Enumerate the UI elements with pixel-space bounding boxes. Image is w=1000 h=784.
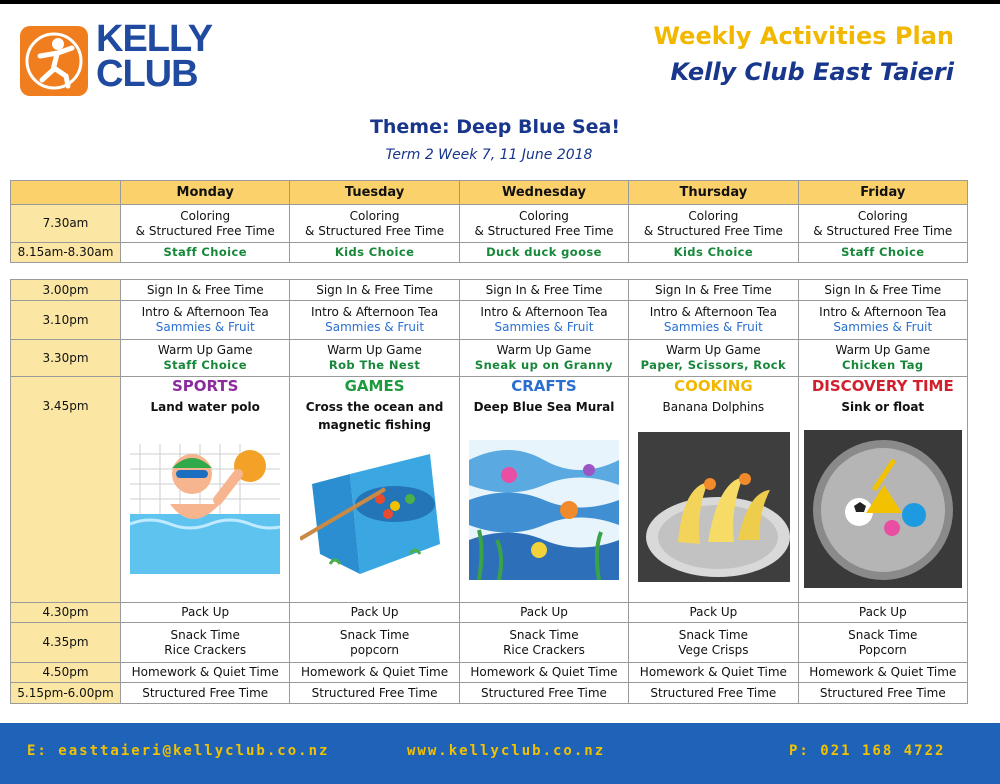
activity-cell: Intro & Afternoon Tea Sammies & Fruit — [629, 301, 798, 340]
swimmer-illustration — [130, 444, 280, 594]
activity-cell: Warm Up Game Sneak up on Granny — [459, 340, 628, 377]
activity-cell: Sign In & Free Time — [121, 280, 290, 301]
activity-cell: Intro & Afternoon Tea Sammies & Fruit — [290, 301, 459, 340]
table-row — [11, 683, 968, 704]
day-header: Friday — [798, 181, 967, 205]
activity-desc: Deep Blue Sea Mural — [473, 400, 615, 414]
activity-cell: Kids Choice — [290, 243, 459, 263]
activity-cell: Homework & Quiet Time — [121, 663, 290, 683]
activity-cell: Staff Choice — [798, 243, 967, 263]
activity-cell: Warm Up Game Rob The Nest — [290, 340, 459, 377]
afternoon-schedule-table — [10, 279, 968, 704]
activity-cell: Coloring & Structured Free Time — [798, 205, 967, 243]
activity-cell: Coloring & Structured Free Time — [121, 205, 290, 243]
activity-cell — [121, 377, 290, 603]
page-title: Weekly Activities Plan — [653, 22, 954, 50]
activity-title: COOKING — [674, 377, 753, 395]
day-header: Monday — [121, 181, 290, 205]
activity-cell: Pack Up — [290, 603, 459, 623]
table-row — [11, 301, 968, 340]
time-cell: 4.30pm — [11, 603, 121, 623]
activity-cell: Warm Up Game Paper, Scissors, Rock — [629, 340, 798, 377]
activity-cell: Snack Time Vege Crisps — [629, 623, 798, 663]
activity-cell: Duck duck goose — [459, 243, 628, 263]
activity-cell: Structured Free Time — [629, 683, 798, 704]
time-cell: 5.15pm-6.00pm — [11, 683, 121, 704]
table-row — [11, 663, 968, 683]
activity-cell: Snack Time Rice Crackers — [459, 623, 628, 663]
activity-cell: Homework & Quiet Time — [459, 663, 628, 683]
activity-cell: Intro & Afternoon Tea Sammies & Fruit — [459, 301, 628, 340]
kelly-club-logo — [20, 26, 88, 96]
website-link[interactable]: www.kellyclub.co.nz — [407, 743, 606, 759]
activity-cell: Structured Free Time — [798, 683, 967, 704]
activity-cell — [629, 377, 798, 603]
activity-cell: Pack Up — [459, 603, 628, 623]
activity-cell: Structured Free Time — [290, 683, 459, 704]
activity-cell: Warm Up Game Chicken Tag — [798, 340, 967, 377]
morning-schedule-table — [10, 180, 968, 263]
activity-title: SPORTS — [171, 377, 239, 395]
theme-heading: Theme: Deep Blue Sea! — [369, 116, 621, 138]
table-row — [11, 205, 968, 243]
activity-cell — [290, 377, 459, 603]
activity-title: DISCOVERY TIME — [811, 377, 954, 395]
activity-cell: Intro & Afternoon Tea Sammies & Fruit — [121, 301, 290, 340]
activity-cell: Structured Free Time — [459, 683, 628, 704]
activity-desc: Banana Dolphins — [662, 400, 765, 414]
table-row — [11, 243, 968, 263]
activity-cell: Homework & Quiet Time — [290, 663, 459, 683]
activity-cell — [798, 377, 967, 603]
activity-cell: Coloring & Structured Free Time — [459, 205, 628, 243]
time-cell: 4.50pm — [11, 663, 121, 683]
activity-cell: Sign In & Free Time — [459, 280, 628, 301]
activity-cell: Pack Up — [798, 603, 967, 623]
time-cell: 4.35pm — [11, 623, 121, 663]
table-row — [11, 623, 968, 663]
logo-figure-icon — [20, 26, 88, 96]
fishing-game-illustration — [300, 444, 450, 594]
activity-cell: Snack Time popcorn — [290, 623, 459, 663]
activity-title: GAMES — [344, 377, 405, 395]
table-row — [11, 280, 968, 301]
activity-cell: Coloring & Structured Free Time — [290, 205, 459, 243]
top-border — [0, 0, 1000, 4]
day-header: Tuesday — [290, 181, 459, 205]
activity-desc: Cross the ocean and magnetic fishing — [305, 400, 444, 432]
activity-cell: Staff Choice — [121, 243, 290, 263]
activity-title: CRAFTS — [511, 377, 577, 395]
time-cell: 7.30am — [11, 205, 121, 243]
activity-cell: Sign In & Free Time — [798, 280, 967, 301]
time-cell: 3.00pm — [11, 280, 121, 301]
sea-mural-illustration — [469, 440, 619, 590]
day-header: Wednesday — [459, 181, 628, 205]
activity-cell: Homework & Quiet Time — [798, 663, 967, 683]
table-row — [11, 340, 968, 377]
logo-wordmark: KELLY CLUB — [96, 18, 213, 95]
day-header-row — [11, 181, 968, 205]
email-contact[interactable]: E: easttaieri@kellyclub.co.nz — [27, 743, 330, 759]
table-row — [11, 603, 968, 623]
time-cell: 3.30pm — [11, 340, 121, 377]
activity-cell: Snack Time Popcorn — [798, 623, 967, 663]
contact-footer — [0, 723, 1000, 784]
activity-desc: Sink or float — [841, 400, 925, 414]
activity-cell: Structured Free Time — [121, 683, 290, 704]
activity-cell: Kids Choice — [629, 243, 798, 263]
activity-cell: Intro & Afternoon Tea Sammies & Fruit — [798, 301, 967, 340]
term-date: Term 2 Week 7, 11 June 2018 — [385, 147, 593, 163]
activity-cell: Warm Up Game Staff Choice — [121, 340, 290, 377]
activity-cell: Snack Time Rice Crackers — [121, 623, 290, 663]
activity-cell: Pack Up — [629, 603, 798, 623]
day-header: Thursday — [629, 181, 798, 205]
time-cell: 8.15am-8.30am — [11, 243, 121, 263]
activity-cell: Sign In & Free Time — [290, 280, 459, 301]
sink-or-float-photo — [804, 430, 962, 580]
activity-cell: Coloring & Structured Free Time — [629, 205, 798, 243]
activity-desc: Land water polo — [150, 400, 260, 414]
time-cell: 3.10pm — [11, 301, 121, 340]
activities-row — [11, 377, 968, 603]
time-cell: 3.45pm — [11, 377, 121, 603]
time-header-cell — [11, 181, 121, 205]
activity-cell: Sign In & Free Time — [629, 280, 798, 301]
phone-contact: P: 021 168 4722 — [789, 743, 946, 759]
activity-cell: Pack Up — [121, 603, 290, 623]
banana-dolphins-photo — [638, 432, 788, 582]
activity-cell — [459, 377, 628, 603]
activity-cell: Homework & Quiet Time — [629, 663, 798, 683]
club-name: Kelly Club East Taieri — [670, 58, 954, 86]
